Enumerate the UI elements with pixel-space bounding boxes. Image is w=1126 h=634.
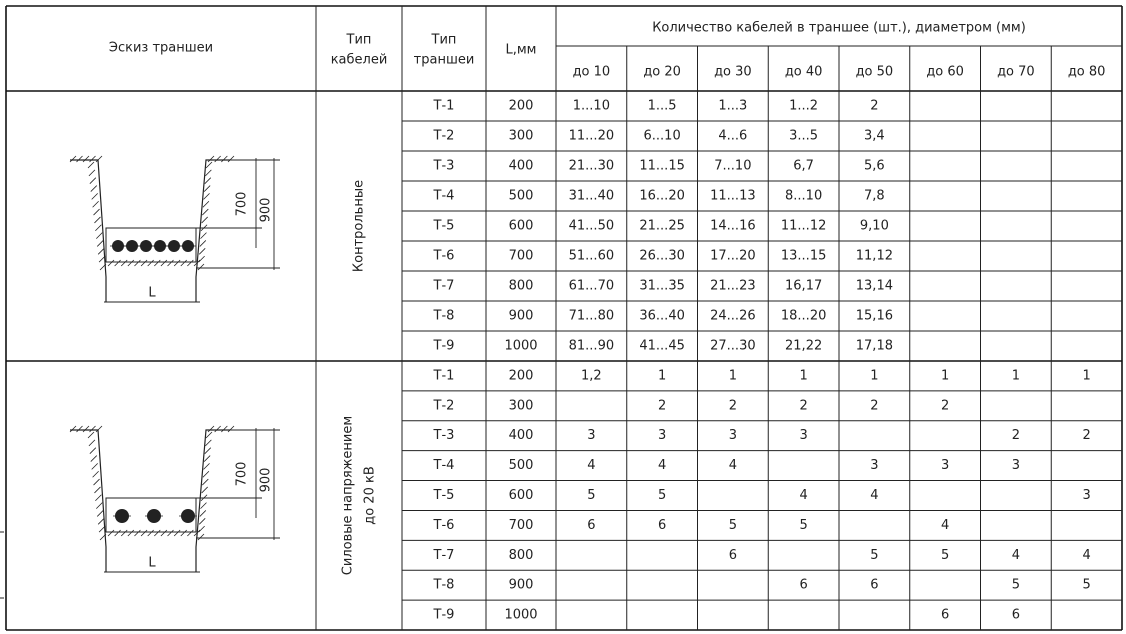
cable-type-label: до 20 кВ (362, 466, 378, 525)
cable-count-cell: 27...30 (710, 338, 756, 354)
cable-count-cell: 6 (657, 517, 667, 533)
length-cell: 900 (508, 308, 534, 324)
cable-count-cell: 18...20 (780, 308, 827, 324)
length-cell: 900 (508, 577, 534, 593)
trench-type-cell: Т-2 (433, 128, 455, 144)
soil-hatching-icon (70, 426, 234, 540)
cable-count-cell: 13...15 (780, 248, 827, 264)
cable-count-cell: 2 (940, 398, 950, 414)
trench-type-cell: Т-7 (433, 547, 455, 563)
cable-count-cell: 2 (728, 398, 738, 414)
cable-count-cell: 5 (1011, 577, 1021, 593)
length-cell: 700 (508, 517, 534, 533)
header-diameter-label: до 70 (997, 64, 1035, 80)
cable-count-cell: 1 (870, 368, 879, 384)
cable-count-cell: 5 (657, 488, 667, 503)
cable-count-cell: 31...40 (568, 188, 615, 204)
header-diameter-label: до 20 (643, 64, 681, 80)
cable-count-cell: 2 (1011, 428, 1021, 444)
length-cell: 200 (508, 368, 534, 384)
cable-count-cell: 4 (1082, 547, 1091, 563)
length-cell: 500 (508, 188, 534, 204)
cable-count-cell: 21,22 (785, 338, 823, 354)
trench-type-cell: Т-9 (433, 607, 455, 623)
cable-count-cell: 2 (799, 398, 808, 414)
cable-count-cell: 6 (587, 517, 596, 533)
cable-count-cell: 21...25 (639, 218, 685, 234)
cable-count-cell: 5 (870, 547, 879, 563)
trench-type-cell: Т-5 (433, 488, 455, 503)
header-cable-type-label: Тип (346, 32, 372, 48)
trench-sketch (70, 156, 280, 302)
cable-count-cell: 1...10 (572, 98, 610, 114)
length-cell: 800 (508, 278, 534, 294)
length-cell: 1000 (504, 607, 538, 623)
cable-count-cell: 1 (1082, 368, 1091, 384)
length-cell: 400 (508, 158, 534, 174)
trench-type-cell: Т-5 (433, 218, 455, 234)
trench-type-cell: Т-3 (433, 428, 455, 444)
cable-count-cell: 36...40 (639, 308, 685, 324)
cable-count-cell: 2 (870, 398, 879, 414)
cable-count-cell: 6...10 (643, 128, 681, 144)
cable-count-cell: 4 (799, 488, 808, 503)
dimension-L-label: L (148, 555, 156, 571)
cable-count-cell: 2 (657, 398, 667, 414)
cable-count-cell: 6 (728, 547, 738, 563)
cable-count-cell: 5,6 (864, 158, 885, 174)
cable-count-cell: 3 (1082, 488, 1091, 503)
trench-sketches (70, 156, 280, 572)
cable-count-cell: 8...10 (785, 188, 823, 204)
cable-count-cell: 17...20 (710, 248, 756, 264)
length-cell: 200 (508, 98, 534, 114)
cable-count-cell: 4 (657, 458, 667, 474)
cable-count-cell: 1...5 (647, 98, 677, 114)
cable-count-cell: 4...6 (718, 128, 748, 144)
cable-count-cell: 6 (799, 577, 808, 593)
trench-type-cell: Т-1 (433, 98, 455, 114)
cable-count-cell: 21...30 (568, 158, 615, 174)
cable-count-cell: 11...20 (568, 128, 615, 144)
cable-count-cell: 41...50 (568, 218, 615, 234)
cable-count-cell: 4 (728, 458, 738, 474)
dimension-700-label: 700 (234, 191, 250, 217)
cable-count-cell: 3...5 (789, 128, 819, 144)
cable-count-cell: 3 (940, 458, 950, 474)
dimension-L-label: L (148, 285, 156, 301)
header-diameter-label: до 50 (855, 64, 894, 80)
cable-count-cell: 5 (587, 488, 596, 503)
cable-count-cell: 1 (1011, 368, 1021, 384)
cable-count-cell: 3 (799, 428, 808, 444)
cable-count-cell: 31...35 (639, 278, 685, 294)
cable-count-cell: 11,12 (855, 248, 893, 264)
header-length-label: L,мм (505, 42, 537, 58)
cable-count-cell: 15,16 (855, 308, 893, 324)
trench-type-cell: Т-3 (433, 158, 455, 174)
cable-count-cell: 71...80 (568, 308, 615, 324)
cable-count-cell: 5 (940, 547, 950, 563)
cable-count-cell: 6 (870, 577, 879, 593)
header-trench-type-label: траншеи (413, 52, 475, 68)
cable-type-label: Контрольные (351, 179, 367, 273)
cable-count-cell: 4 (870, 488, 879, 503)
length-cell: 500 (508, 458, 534, 474)
cable-count-cell: 1...3 (718, 98, 748, 114)
length-cell: 300 (508, 128, 534, 144)
trench-type-cell: Т-6 (433, 517, 455, 533)
cable-count-cell: 5 (1082, 577, 1091, 593)
cable-count-cell: 1 (728, 368, 738, 384)
cable-count-cell: 3,4 (864, 128, 885, 144)
length-cell: 600 (508, 218, 534, 234)
cable-cross-section-icon (113, 509, 197, 523)
trench-type-cell: Т-8 (433, 577, 455, 593)
cable-count-cell: 61...70 (568, 278, 615, 294)
dimension-700-label: 700 (234, 461, 250, 487)
table-grid (0, 6, 1122, 630)
cable-count-cell: 1 (799, 368, 808, 384)
cable-count-cell: 4 (940, 517, 950, 533)
length-cell: 800 (508, 547, 534, 563)
trench-type-cell: Т-2 (433, 398, 455, 414)
cable-count-cell: 16,17 (785, 278, 823, 294)
cable-count-cell: 11...13 (710, 188, 756, 204)
soil-hatching-icon (70, 156, 234, 270)
cable-count-cell: 16...20 (639, 188, 685, 204)
cable-count-cell: 11...15 (639, 158, 685, 174)
cable-count-cell: 1 (657, 368, 667, 384)
cable-count-cell: 1...2 (789, 98, 819, 114)
header-trench-type-label: Тип (431, 32, 457, 48)
length-cell: 300 (508, 398, 534, 414)
cable-count-cell: 7,8 (864, 188, 885, 204)
cable-count-cell: 6 (1011, 607, 1021, 623)
trench-type-cell: Т-8 (433, 308, 455, 324)
dimension-900-label: 900 (258, 197, 274, 223)
cable-count-cell: 17,18 (855, 338, 893, 354)
dimension-900-label: 900 (258, 467, 274, 493)
cable-count-cell: 9,10 (859, 218, 889, 234)
cable-count-cell: 3 (657, 428, 667, 444)
trench-type-cell: Т-1 (433, 368, 455, 384)
cable-count-cell: 13,14 (855, 278, 893, 294)
header-count-label: Количество кабелей в траншее (шт.), диаметром (мм) (652, 20, 1026, 36)
header-diameter-label: до 60 (926, 64, 964, 80)
cable-count-cell: 3 (587, 428, 596, 444)
header-cable-type-label: кабелей (330, 52, 388, 68)
trench-sketch (70, 426, 280, 572)
header-diameter-label: до 10 (572, 64, 611, 80)
cable-count-cell: 21...23 (710, 278, 756, 294)
cable-count-cell: 5 (799, 517, 808, 533)
length-cell: 400 (508, 428, 534, 444)
trench-type-cell: Т-6 (433, 248, 455, 264)
header-sketch-label: Эскиз траншеи (108, 40, 214, 56)
cable-count-cell: 81...90 (568, 338, 615, 354)
cable-count-cell: 2 (1082, 428, 1091, 444)
cable-cross-section-icon (110, 240, 196, 252)
cable-count-cell: 6 (940, 607, 950, 623)
table-header (109, 21, 1106, 80)
cable-count-cell: 11...12 (780, 218, 827, 234)
cable-count-cell: 2 (870, 98, 879, 114)
cable-count-cell: 3 (1011, 458, 1021, 474)
trench-type-cell: Т-9 (433, 338, 455, 354)
cable-count-cell: 24...26 (710, 308, 756, 324)
length-cell: 600 (508, 488, 534, 503)
cable-count-cell: 1 (940, 368, 950, 384)
trench-type-cell: Т-7 (433, 278, 455, 294)
trench-type-cell: Т-4 (433, 188, 455, 204)
cable-count-cell: 51...60 (568, 248, 615, 264)
cable-count-cell: 3 (728, 428, 738, 444)
header-diameter-label: до 30 (714, 64, 752, 80)
cable-count-cell: 3 (870, 458, 879, 474)
length-cell: 1000 (504, 338, 538, 354)
cable-count-cell: 4 (1011, 547, 1021, 563)
trench-type-cell: Т-4 (433, 458, 455, 474)
header-diameter-label: до 80 (1067, 64, 1106, 80)
cable-count-cell: 5 (728, 517, 738, 533)
header-diameter-label: до 40 (784, 64, 823, 80)
cable-count-cell: 7...10 (714, 158, 752, 174)
length-cell: 700 (508, 248, 534, 264)
cable-count-cell: 41...45 (639, 338, 685, 354)
cable-count-cell: 14...16 (710, 218, 756, 234)
cable-type-label: Силовые напряжением (340, 415, 356, 576)
cable-count-cell: 26...30 (639, 248, 685, 264)
cable-count-cell: 6,7 (793, 158, 814, 174)
cable-count-cell: 4 (587, 458, 596, 474)
cable-count-cell: 1,2 (581, 368, 602, 384)
